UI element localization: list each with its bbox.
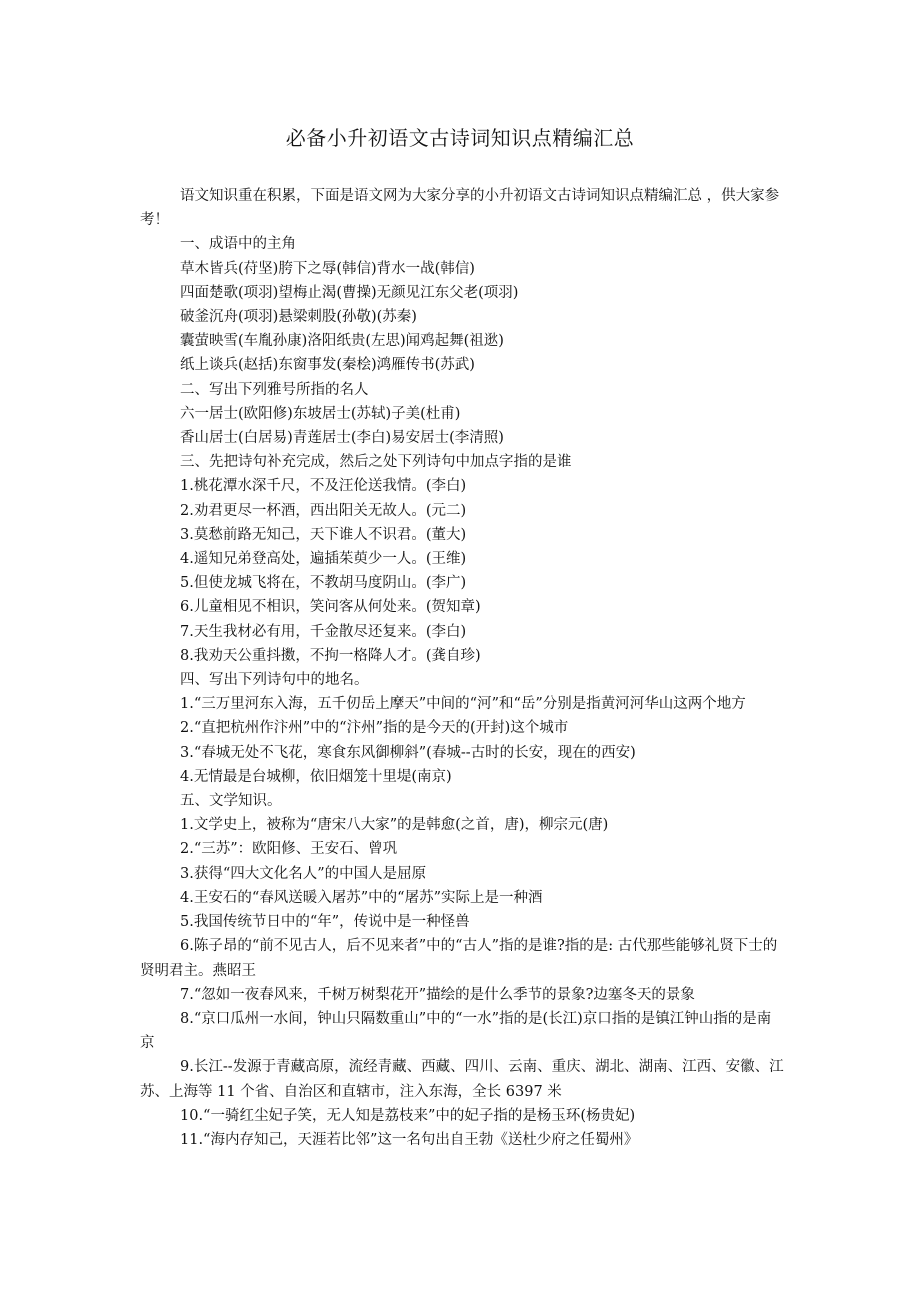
literature-item: 7.“忽如一夜春风来，千树万树梨花开”描绘的是什么季节的景象?边塞冬天的景象: [180, 986, 695, 1003]
nickname-line: 香山居士(白居易)青莲居士(李白)易安居士(李清照): [180, 430, 504, 447]
literature-item: 6.陈子昂的“前不见古人，后不见来者”中的“古人”指的是谁?指的是: 古代那些能够礼贤下士的贤明君主。燕昭王: [140, 938, 778, 979]
idiom-line: 草木皆兵(苻坚)胯下之辱(韩信)背水一战(韩信): [180, 260, 475, 277]
intro-paragraph: 语文知识重在积累，下面是语文网为大家分享的小升初语文古诗词知识点精编汇总 ，供大家参考！: [140, 188, 780, 229]
literature-item: 5.我国传统节日中的“年”，传说中是一种怪兽: [180, 914, 470, 931]
place-name-item: 3.“春城无处不飞花，寒食东风御柳斜”(春城--古时的长安，现在的西安): [180, 744, 636, 761]
literature-item: 3.获得“四大文化名人”的中国人是屈原: [180, 865, 427, 882]
place-name-item: 2.“直把杭州作汴州”中的“汴州”指的是今天的(开封)这个城市: [180, 720, 569, 737]
poem-item: 8.我劝天公重抖擞，不拘一格降人才。(龚自珍): [180, 647, 481, 664]
poem-item: 6.儿童相见不相识，笑问客从何处来。(贺知章): [180, 599, 481, 616]
literature-item: 8.“京口瓜州一水间，钟山只隔数重山”中的“一水”指的是(长江)京口指的是镇江钟山指的是南京: [140, 1010, 772, 1052]
idiom-line: 四面楚歌(项羽)望梅止渴(曹操)无颜见江东父老(项羽): [180, 284, 519, 301]
idiom-line: 破釜沉舟(项羽)悬梁刺股(孙敬)(苏秦): [180, 309, 417, 326]
literature-item: 11.“海内存知己，天涯若比邻”这一名句出自王勃《送杜少府之任蜀州》: [180, 1131, 639, 1148]
nickname-line: 六一居士(欧阳修)东坡居士(苏轼)子美(杜甫): [180, 405, 461, 422]
section-heading-idioms: 一、成语中的主角: [180, 236, 296, 253]
literature-item: 2.“三苏”：欧阳修、王安石、曾巩: [180, 841, 398, 858]
poem-item: 4.遥知兄弟登高处，遍插茱萸少一人。(王维): [180, 551, 467, 568]
document-body: [140, 184, 785, 1152]
poem-item: 5.但使龙城飞将在，不教胡马度阴山。(李广): [180, 575, 467, 592]
literature-item: 10.“一骑红尘妃子笑，无人知是荔枝来”中的妃子指的是杨玉环(杨贵妃): [180, 1107, 636, 1124]
poem-item: 2.劝君更尽一杯酒，西出阳关无故人。(元二): [180, 502, 467, 519]
place-name-item: 4.无情最是台城柳，依旧烟笼十里堤(南京): [180, 768, 452, 785]
section-heading-place-names: 四、写出下列诗句中的地名。: [180, 672, 369, 689]
section-heading-literature: 五、文学知识。: [180, 793, 282, 810]
literature-item: 4.王安石的“春风送暖入屠苏”中的“屠苏”实际上是一种酒: [180, 889, 543, 906]
document-title: 必备小升初语文古诗词知识点精编汇总: [285, 126, 635, 150]
idiom-line: 囊萤映雪(车胤孙康)洛阳纸贵(左思)闻鸡起舞(祖逖): [180, 333, 504, 350]
poem-item: 7.天生我材必有用，千金散尽还复来。(李白): [180, 623, 467, 640]
idiom-line: 纸上谈兵(赵括)东窗事发(秦桧)鸿雁传书(苏武): [180, 357, 475, 374]
literature-item: 9.长江--发源于青藏高原，流经青藏、西藏、四川、云南、重庆、湖北、湖南、江西、安徽、江苏、上海等 11 个省、自治区和直辖市，注入东海，全长 6397 米: [140, 1059, 784, 1100]
poem-item: 3.莫愁前路无知己，天下谁人不识君。(董大): [180, 526, 467, 543]
literature-item: 1.文学史上，被称为“唐宋八大家”的是韩愈(之首，唐)，柳宗元(唐): [180, 817, 609, 834]
place-name-item: 1.“三万里河东入海，五千仞岳上摩天”中间的“河”和“岳”分别是指黄河河华山这两个地方: [180, 696, 746, 713]
section-heading-poem-completion: 三、先把诗句补充完成，然后之处下列诗句中加点字指的是谁: [180, 454, 572, 471]
section-heading-nicknames: 二、写出下列雅号所指的名人: [180, 381, 369, 398]
poem-item: 1.桃花潭水深千尺，不及汪伦送我情。(李白): [180, 478, 467, 495]
